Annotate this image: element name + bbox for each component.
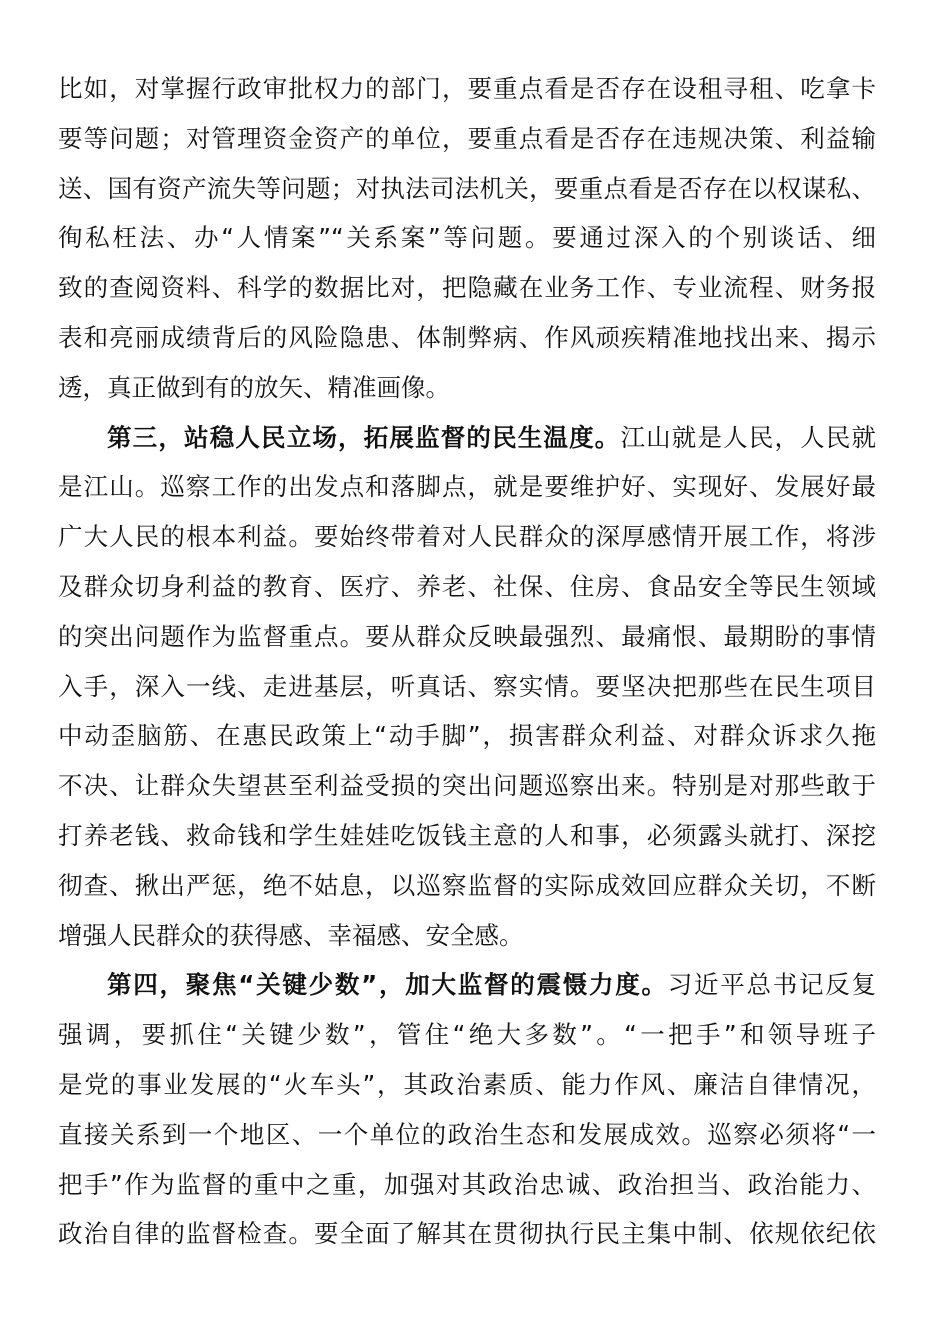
text-line: 徇私枉法、办“人情案”“关系案”等问题。要通过深入的个别谈话、细 <box>58 223 876 253</box>
text-line: 的突出问题作为监督重点。要从群众反映最强烈、最痛恨、最期盼的事情 <box>58 621 876 651</box>
text-line: 彻查、揪出严惩，绝不姑息，以巡察监督的实际成效回应群众关切，不断 <box>58 870 876 900</box>
paragraph-3 <box>58 960 876 1259</box>
heading-line-rest: 江山就是人民，人民就 <box>620 422 876 452</box>
text-line: 是党的事业发展的“火车头”，其政治素质、能力作风、廉洁自律情况， <box>58 1069 876 1099</box>
text-line: 政治自律的监督检查。要全面了解其在贯彻执行民主集中制、依规依纪依 <box>58 1219 876 1249</box>
text-line: 入手，深入一线、走进基层，听真话、察实情。要坚决把那些在民生项目 <box>58 671 876 701</box>
text-line: 直接关系到一个地区、一个单位的政治生态和发展成效。巡察必须将“一 <box>58 1119 876 1149</box>
text-line: 及群众切身利益的教育、医疗、养老、社保、住房、食品安全等民生领域 <box>58 571 876 601</box>
paragraph-heading: 第三，站稳人民立场，拓展监督的民生温度。 <box>107 422 621 452</box>
text-line: 广大人民的根本利益。要始终带着对人民群众的深厚感情开展工作，将涉 <box>58 522 876 552</box>
heading-line-rest: 习近平总书记反复 <box>667 970 876 1000</box>
text-line <box>58 960 876 1010</box>
text-line: 不决、让群众失望甚至利益受损的突出问题巡察出来。特别是对那些敢于 <box>58 771 876 801</box>
text-line <box>58 413 876 463</box>
text-line: 强调，要抓住“关键少数”，管住“绝大多数”。“一把手”和领导班子 <box>58 1020 876 1050</box>
paragraph-heading: 第四，聚焦“关键少数”，加大监督的震慑力度。 <box>107 970 668 1000</box>
document-page <box>58 64 876 1259</box>
text-line: 是江山。巡察工作的出发点和落脚点，就是要维护好、实现好、发展好最 <box>58 472 876 502</box>
text-line: 把手”作为监督的重中之重，加强对其政治忠诚、政治担当、政治能力、 <box>58 1169 876 1199</box>
paragraph-1 <box>58 64 876 413</box>
text-line: 致的查阅资料、科学的数据比对，把隐藏在业务工作、专业流程、财务报 <box>58 273 876 303</box>
text-line: 送、国有资产流失等问题；对执法司法机关，要重点看是否存在以权谋私、 <box>58 173 876 203</box>
text-line: 比如，对掌握行政审批权力的部门，要重点看是否存在设租寻租、吃拿卡 <box>58 74 876 103</box>
text-line: 表和亮丽成绩背后的风险隐患、体制弊病、作风顽疾精准地找出来、揭示 <box>58 322 876 352</box>
text-line: 透，真正做到有的放矢、精准画像。 <box>58 372 450 402</box>
text-line: 增强人民群众的获得感、幸福感、安全感。 <box>58 920 524 950</box>
text-line: 要等问题；对管理资金资产的单位，要重点看是否存在违规决策、利益输 <box>58 123 876 153</box>
text-line: 中动歪脑筋、在惠民政策上“动手脚”，损害群众利益、对群众诉求久拖 <box>58 721 876 751</box>
text-line: 打养老钱、救命钱和学生娃娃吃饭钱主意的人和事，必须露头就打、深挖 <box>58 820 876 850</box>
paragraph-2 <box>58 413 876 961</box>
